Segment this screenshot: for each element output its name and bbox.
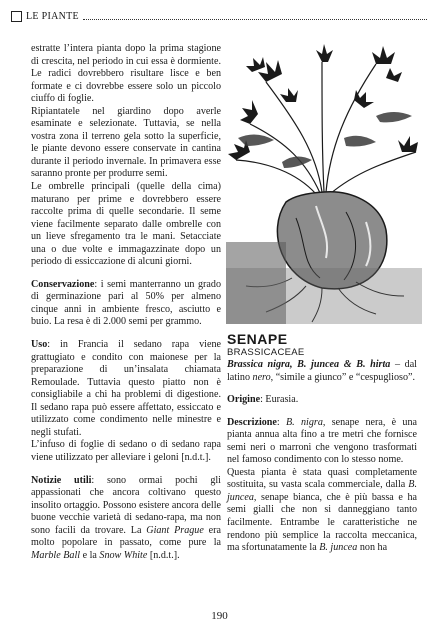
- paragraph-descrizione: [227, 417, 417, 467]
- section-family: BRASSICACEAE: [227, 347, 305, 358]
- paragraph-harvest: estratte l’intera pianta dopo la prima stagione di crescita, nel periodo in cui essa è dormiente. Le radici dovrebbero risultare lisce e ben formate e ci dovrebbe essere solo un piccolo ciuffo di foglie.: [31, 43, 221, 105]
- right-text-column: [227, 331, 417, 555]
- variety-marble-ball: Marble Ball: [31, 549, 81, 561]
- header-dotted-rule: [83, 19, 427, 20]
- paragraph-origine: [227, 394, 417, 407]
- paragraph-descrizione-2: [227, 467, 417, 555]
- conservazione-text: : i semi manterranno un grado di germinazione pari al 50% per almeno cinque anni in ambiente fresco, asciutto e buio. La resa è di 2.000 semi per grammo.: [31, 278, 221, 328]
- species-text: – dal latino: [227, 359, 417, 383]
- page-number: 190: [211, 610, 228, 622]
- uso-text: : in Francia il sedano rapa viene grattugiato e condito con maionese per la preparazione di un’insalata chiamata Remoulade. Tuttavia questo piatto non è consigliabile a chi ha problemi di digestione. Il sedano rapa può essere affettato, essiccato e utilizzato come condimento nelle minestre e negli stufati.: [31, 339, 221, 438]
- notizie-text: e la: [80, 549, 100, 561]
- notizie-text: [n.d.t.].: [147, 549, 180, 561]
- variety-giant-prague: Giant Prague: [146, 524, 204, 536]
- origine-text: : Eurasia.: [260, 394, 299, 406]
- notizie-text: : sono ormai pochi gli appassionati che ancora coltivano questo insolito ortaggio. Possono esistere ancora delle buone vecchie varietà di sedano-rapa, ma non sono facili da trovare. La: [31, 474, 221, 536]
- paragraph-replant: Ripiantatele nel giardino dopo averle esaminate e selezionate. Tuttavia, se nella vostra zona il terreno gela sotto la superficie, le piante devono essere conservate in cantina durante il periodo invernale. In primavera esse saranno pronte per produrre semi.: [31, 105, 221, 180]
- section-title-senape: SENAPE: [227, 331, 288, 347]
- uso-label: Uso: [31, 339, 48, 351]
- species-b-juncea: B. juncea: [227, 479, 417, 503]
- descrizione-text: :: [276, 416, 286, 428]
- species-names: Brassica nigra, B. juncea & B. hirta: [227, 359, 391, 370]
- running-header: [11, 9, 427, 23]
- paragraph-conservazione: [31, 279, 221, 329]
- species-nero: nero: [252, 371, 271, 383]
- species-b-juncea: B. juncea: [319, 542, 358, 554]
- descrizione-text: non ha: [357, 542, 388, 554]
- descrizione-text: Questa pianta è stata quasi completamente sostituita, su vasta scala commerciale, dalla: [227, 466, 417, 491]
- variety-snow-white: Snow White: [99, 549, 148, 561]
- notizie-text: era molto popolare in passato, come pure la: [31, 524, 221, 549]
- conservazione-label: Conservazione: [31, 278, 95, 290]
- celeriac-illustration: [226, 42, 422, 324]
- origine-label: Origine: [227, 394, 261, 406]
- paragraph-notizie: [31, 475, 221, 563]
- header-square-icon: [11, 11, 22, 22]
- descrizione-label: Descrizione: [227, 416, 277, 428]
- species-text: , “simile a giunco” e “cespuglioso”.: [270, 371, 416, 383]
- paragraph-umbels: Le ombrelle principali (quelle della cima) maturano per prime e dovrebbero essere raccolte prima di quelle secondarie. Il seme viene facilmente separato dalle ombrelle con un lieve sfregamento tra le mani. Setacciate una o due volte e immagazzinate dopo un periodo di essiccazione di alcuni giorni.: [31, 181, 221, 268]
- left-text-column: [31, 43, 221, 562]
- paragraph-uso: [31, 339, 221, 439]
- notizie-label: Notizie utili: [31, 474, 92, 486]
- header-title: LE PIANTE: [26, 10, 79, 22]
- descrizione-text: , senape nera, è una pianta annua alta fino a tre metri che fornisce semi neri o marroni che vengono trasformati nel famoso condimento con lo stesso nome.: [227, 416, 418, 466]
- descrizione-text: , senape bianca, che è più bassa e ha semi gialli che non si danneggiano tanto facilmente. Entrambe le caratteristiche ne rendono più semplice la raccolta meccanica, ma sfortunatamente la: [227, 491, 417, 554]
- paragraph-species: [227, 359, 417, 384]
- species-b-nigra: B. nigra: [286, 416, 323, 428]
- paragraph-uso-infuso: L’infuso di foglie di sedano o di sedano rapa viene utilizzato per alleviare i geloni [n.d.t.].: [31, 439, 221, 463]
